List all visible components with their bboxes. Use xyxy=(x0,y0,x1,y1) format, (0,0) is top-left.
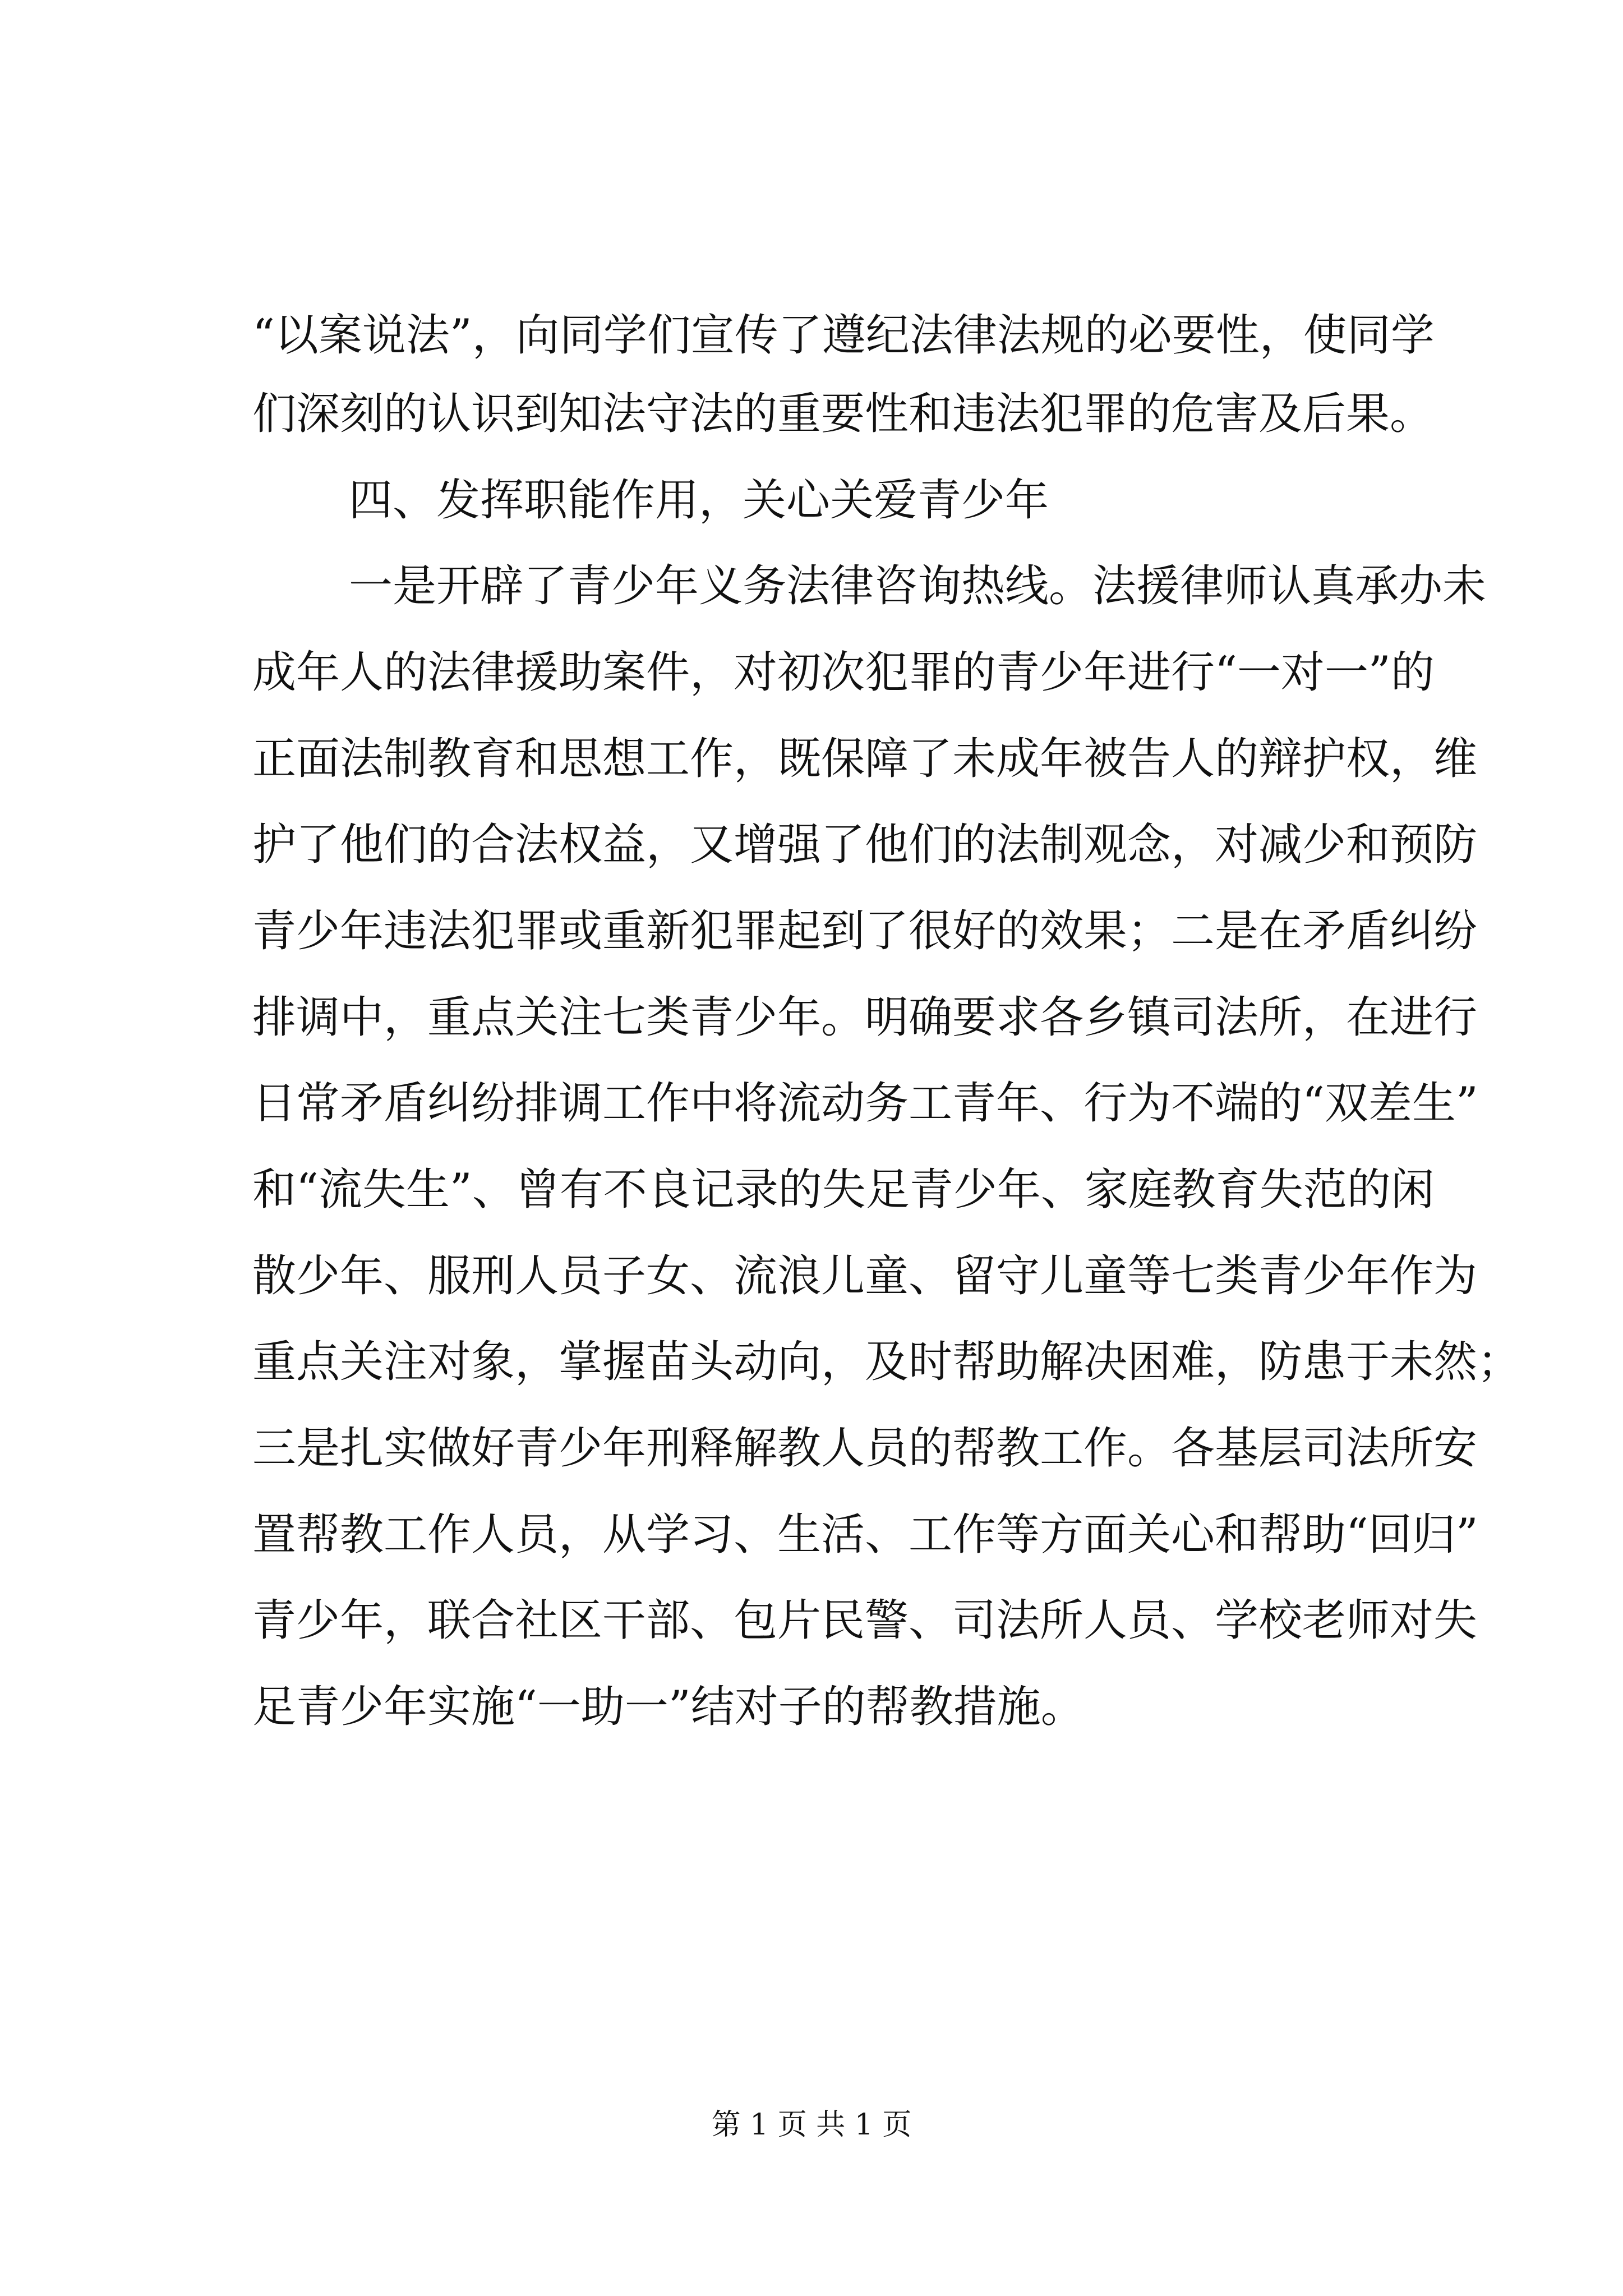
paragraph-line-1: “以案说法”，向同学们宣传了遵纪法律法规的必要性，使同学 xyxy=(252,310,1435,361)
paragraph-line-2: 们深刻的认识到知法守法的重要性和违法犯罪的危害及后果。 xyxy=(252,389,1434,439)
section-heading: 四、发挥职能作用，关心关爱青少年 xyxy=(349,475,1049,526)
page-number-footer: 第 1 页 共 1 页 xyxy=(711,2108,912,2142)
paragraph-line-4: 一是开辟了青少年义务法律咨询热线。法援律师认真承办未 xyxy=(349,561,1487,611)
paragraph-line-11: 和“流失生”、曾有不良记录的失足青少年、家庭教育失范的闲 xyxy=(252,1165,1435,1215)
paragraph-line-15: 置帮教工作人员，从学习、生活、工作等方面关心和帮助“回归” xyxy=(252,1510,1478,1560)
paragraph-line-5: 成年人的法律援助案件，对初次犯罪的青少年进行“一对一”的 xyxy=(252,647,1435,698)
paragraph-line-7: 护了他们的合法权益，又增强了他们的法制观念，对减少和预防 xyxy=(252,820,1478,870)
paragraph-line-17: 足青少年实施“一助一”结对子的帮教措施。 xyxy=(252,1682,1085,1732)
paragraph-line-8: 青少年违法犯罪或重新犯罪起到了很好的效果；二是在矛盾纠纷 xyxy=(252,906,1478,956)
paragraph-line-14: 三是扎实做好青少年刑释解教人员的帮教工作。各基层司法所安 xyxy=(252,1423,1478,1474)
paragraph-line-10: 日常矛盾纠纷排调工作中将流动务工青年、行为不端的“双差生” xyxy=(252,1078,1478,1129)
paragraph-line-13: 重点关注对象，掌握苗头动向，及时帮助解决困难，防患于未然； xyxy=(252,1337,1521,1387)
paragraph-line-12: 散少年、服刑人员子女、流浪儿童、留守儿童等七类青少年作为 xyxy=(252,1251,1478,1301)
paragraph-line-9: 排调中，重点关注七类青少年。明确要求各乡镇司法所，在进行 xyxy=(252,992,1478,1043)
paragraph-line-16: 青少年，联合社区干部、包片民警、司法所人员、学校老师对失 xyxy=(252,1595,1478,1646)
paragraph-line-6: 正面法制教育和思想工作，既保障了未成年被告人的辩护权，维 xyxy=(252,734,1478,784)
